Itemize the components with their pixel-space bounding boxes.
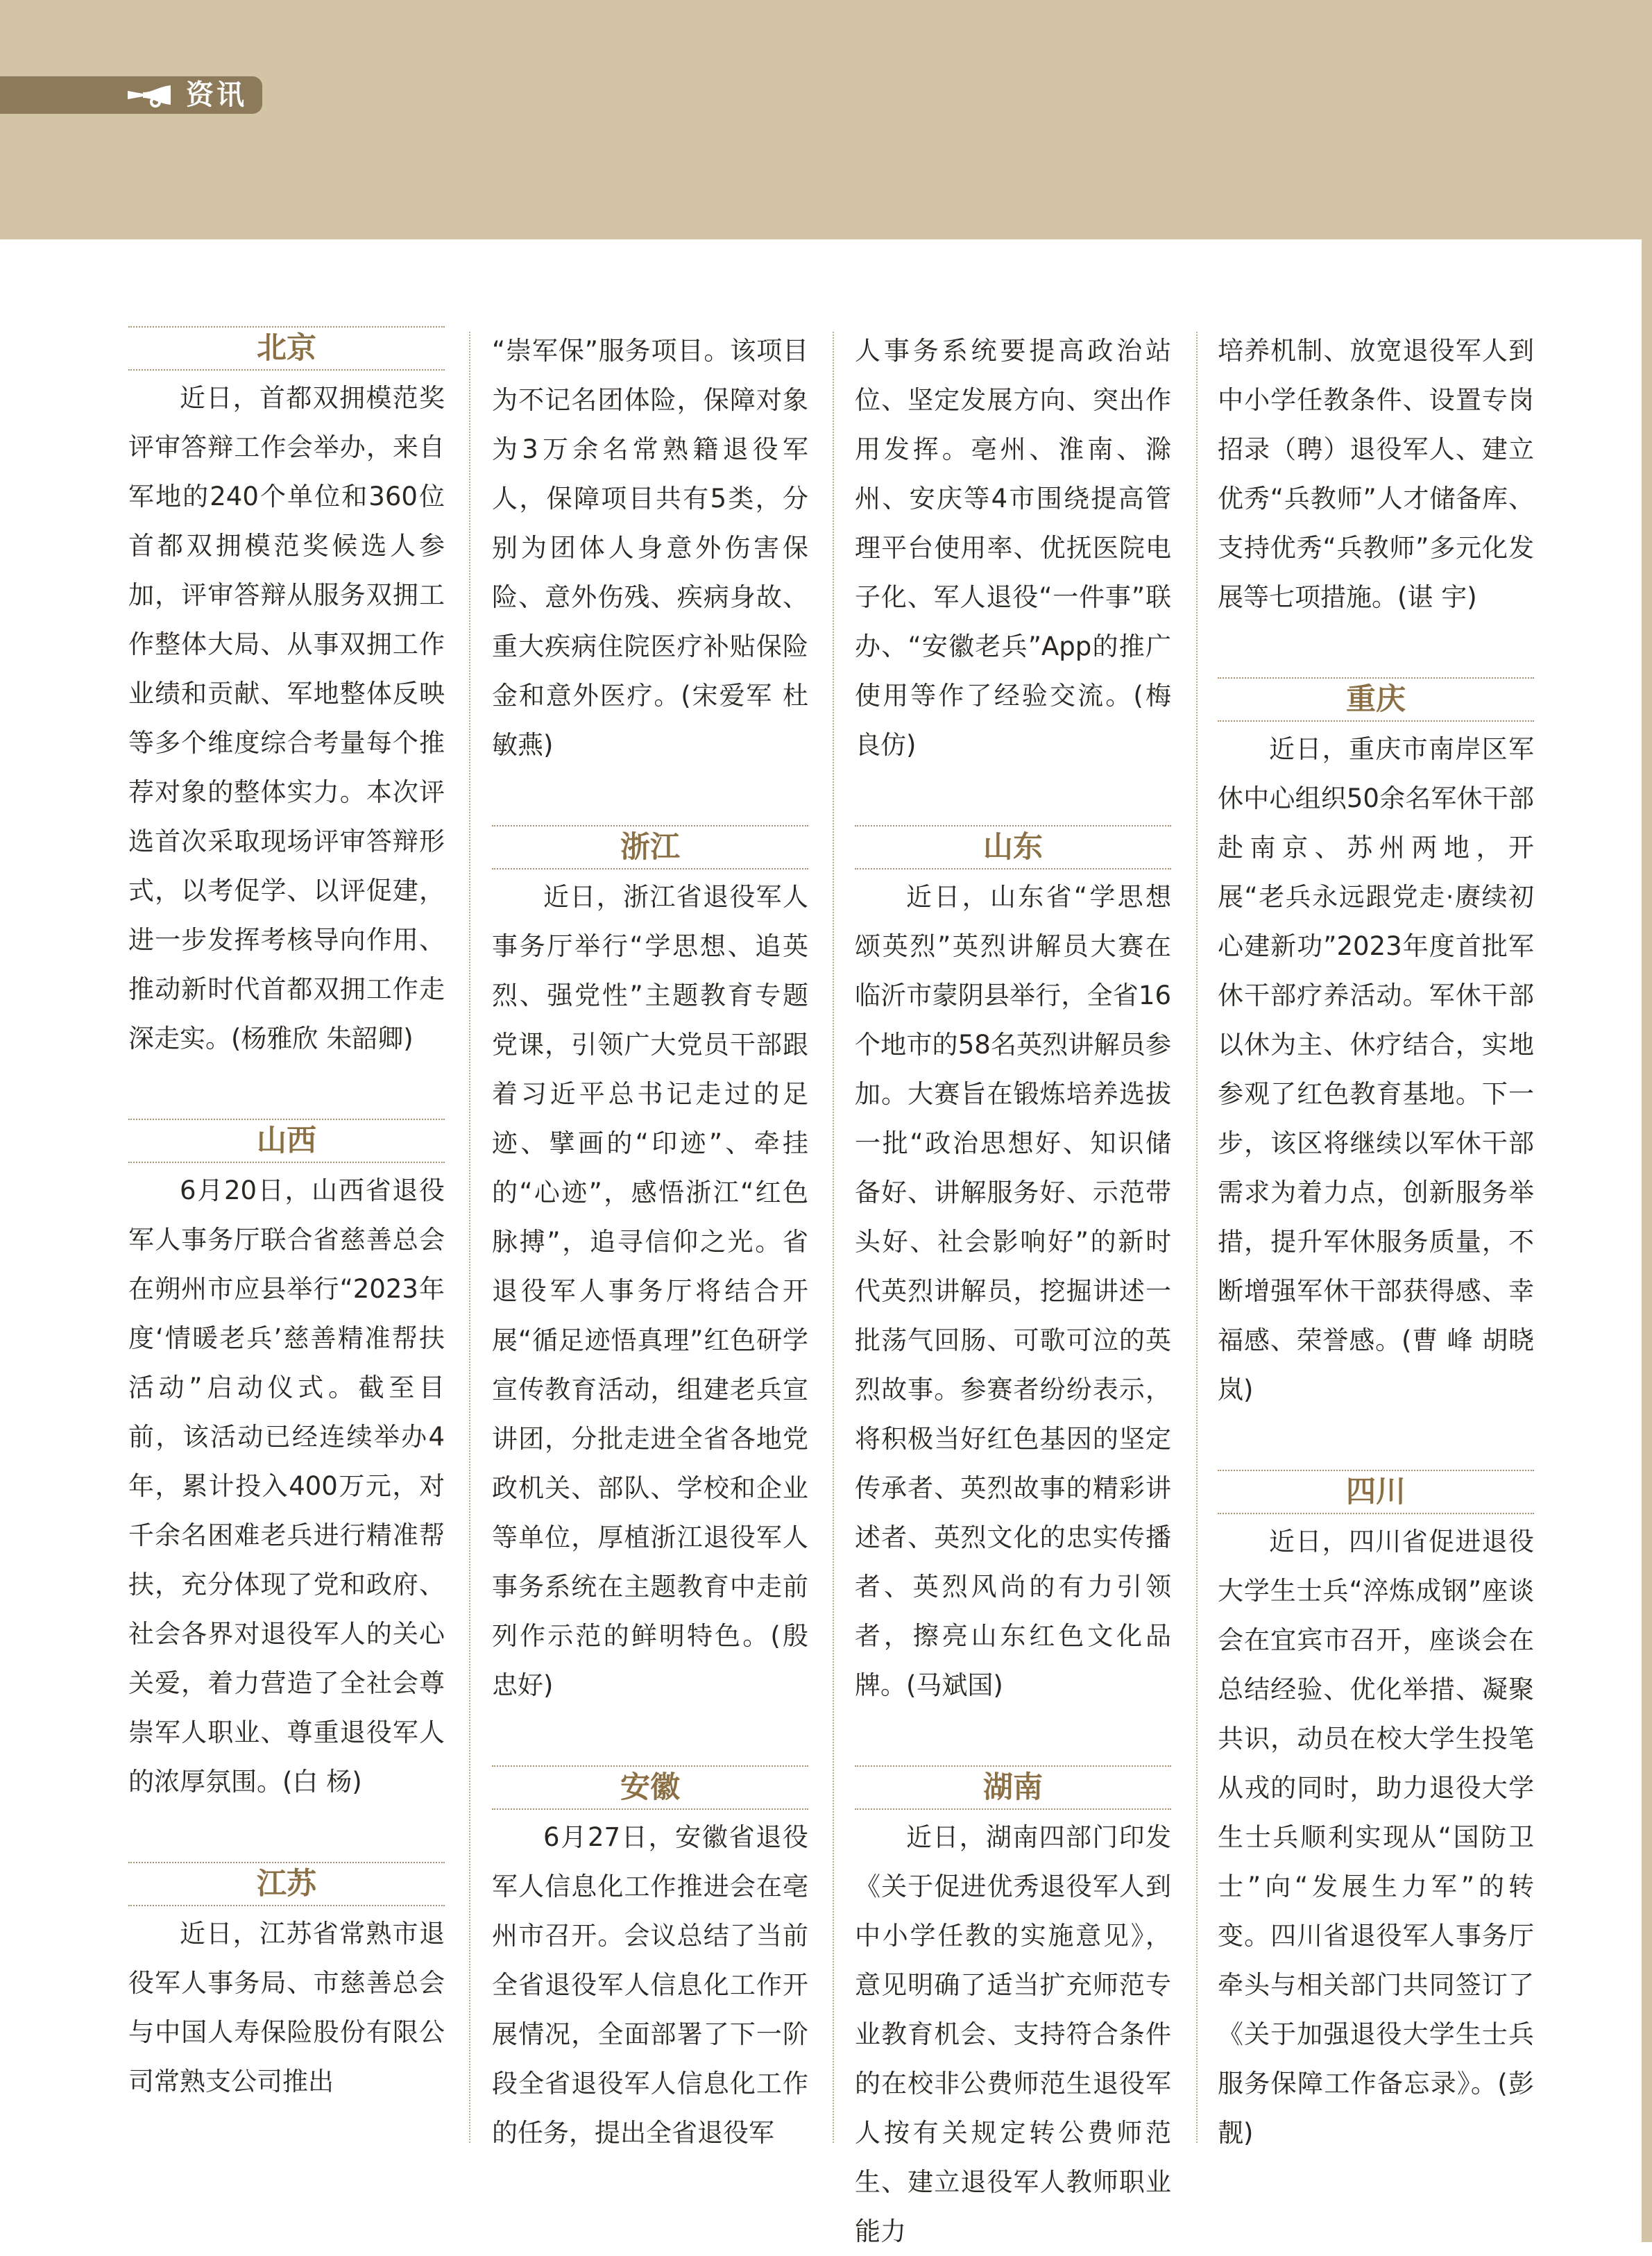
region-heading-sichuan: 四川	[1218, 1470, 1534, 1514]
article-zhejiang: 近日，浙江省退役军人事务厅举行“学思想、追英烈、强党性”主题教育专题党课，引领广大党员干部跟着习近平总书记走过的足迹、擘画的“印迹”、牵挂的“心迹”，感悟浙江“红色脉搏”，追寻信仰之光。省退役军人事务厅将结合开展“循足迹悟真理”红色研学宣传教育活动，组建老兵宣讲团，分批走进全省各地党政机关、部队、学校和企业等单位，厚植浙江退役军人事务系统在主题教育中走前列作示范的鲜明特色。(殷忠好)	[492, 882, 808, 1700]
column-divider	[833, 332, 834, 2143]
header-band	[0, 0, 1652, 239]
region-heading-zhejiang: 浙江	[492, 825, 808, 870]
section-tab	[0, 76, 262, 114]
region-heading-shandong: 山东	[855, 825, 1171, 870]
article-anhui: 6月27日，安徽省退役军人信息化工作推进会在亳州市召开。会议总结了当前全省退役军人信息化工作开展情况，全面部署了下一阶段全省退役军人信息化工作的任务，提出全省退役军	[492, 1822, 808, 2148]
article-beijing: 近日，首都双拥模范奖评审答辩工作会举办，来自军地的240个单位和360位首都双拥模范奖候选人参加，评审答辩从服务双拥工作整体大局、从事双拥工作业绩和贡献、军地整体反映等多个维度综合考量每个推荐对象的整体实力。本次评选首次采取现场评审答辩形式，以考促学、以评促建，进一步发挥考核导向作用、推动新时代首都双拥工作走深走实。(杨雅欣 朱韶卿)	[128, 383, 445, 1053]
column-divider	[469, 332, 470, 2143]
region-heading-hunan: 湖南	[855, 1765, 1171, 1810]
article-sichuan: 近日，四川省促进退役大学生士兵“淬炼成钢”座谈会在宜宾市召开，座谈会在总结经验、优化举措、凝聚共识，动员在校大学生投笔从戎的同时，助力退役大学生士兵顺利实现从“国防卫士”向“发展生力军”的转变。四川省退役军人事务厅牵头与相关部门共同签订了《关于加强退役大学生士兵服务保障工作备忘录》。(彭 靓)	[1218, 1527, 1534, 2148]
section-label: 资讯	[186, 79, 247, 111]
column-divider	[1196, 332, 1198, 2143]
article-hunan-continued: 培养机制、放宽退役军人到中小学任教条件、设置专岗招录（聘）退役军人、建立优秀“兵教师”人才储备库、支持优秀“兵教师”多元化发展等七项措施。(谌 宇)	[1218, 336, 1534, 612]
region-heading-beijing: 北京	[128, 326, 445, 371]
column-2	[492, 326, 808, 2157]
article-jiangsu-continued: “崇军保”服务项目。该项目为不记名团体险，保障对象为3万余名常熟籍退役军人，保障项目共有5类，分别为团体人身意外伤害保险、意外伤残、疾病身故、重大疾病住院医疗补贴保险金和意外医疗。(宋爱军 杜敏燕)	[492, 336, 808, 760]
region-heading-shanxi: 山西	[128, 1119, 445, 1163]
region-heading-jiangsu: 江苏	[128, 1862, 445, 1906]
region-heading-chongqing: 重庆	[1218, 677, 1534, 722]
article-chongqing: 近日，重庆市南岸区军休中心组织50余名军休干部赴南京、苏州两地，开展“老兵永远跟党走·赓续初心建新功”2023年度首批军休干部疗养活动。军休干部以休为主、休疗结合，实地参观了红色教育基地。下一步，该区将继续以军休干部需求为着力点，创新服务举措，提升军休服务质量，不断增强军休干部获得感、幸福感、荣誉感。(曹 峰 胡晓岚)	[1218, 734, 1534, 1405]
article-hunan: 近日，湖南四部门印发《关于促进优秀退役军人到中小学任教的实施意见》，意见明确了适当扩充师范专业教育机会、支持符合条件的在校非公费师范生退役军人按有关规定转公费师范生、建立退役军人教师职业能力	[855, 1822, 1171, 2246]
article-shandong: 近日，山东省“学思想 颂英烈”英烈讲解员大赛在临沂市蒙阴县举行，全省16个地市的58名英烈讲解员参加。大赛旨在锻炼培养选拔一批“政治思想好、知识储备好、讲解服务好、示范带头好、社会影响好”的新时代英烈讲解员，挖掘讲述一批荡气回肠、可歌可泣的英烈故事。参赛者纷纷表示，将积极当好红色基因的坚定传承者、英烈故事的精彩讲述者、英烈文化的忠实传播者、英烈风尚的有力引领者，擦亮山东红色文化品牌。(马斌国)	[855, 882, 1171, 1700]
region-heading-anhui: 安徽	[492, 1765, 808, 1810]
article-anhui-continued: 人事务系统要提高政治站位、坚定发展方向、突出作用发挥。亳州、淮南、滁州、安庆等4市围绕提高管理平台使用率、优抚医院电子化、军人退役“一件事”联办、“安徽老兵”App的推广使用等作了经验交流。(梅良仿)	[855, 336, 1171, 760]
bugle-icon	[125, 83, 175, 108]
column-3	[855, 326, 1171, 2256]
article-jiangsu: 近日，江苏省常熟市退役军人事务局、市慈善总会与中国人寿保险股份有限公司常熟支公司推出	[128, 1919, 445, 2096]
page-edge-strip	[1642, 239, 1652, 2242]
article-shanxi: 6月20日，山西省退役军人事务厅联合省慈善总会在朔州市应县举行“2023年度‘情暖老兵’慈善精准帮扶活动”启动仪式。截至目前，该活动已经连续举办4年，累计投入400万元，对千余名困难老兵进行精准帮扶，充分体现了党和政府、社会各界对退役军人的关心关爱，着力营造了全社会尊崇军人职业、尊重退役军人的浓厚氛围。(白 杨)	[128, 1176, 445, 1797]
column-4	[1218, 326, 1534, 2157]
column-1	[128, 326, 445, 2106]
